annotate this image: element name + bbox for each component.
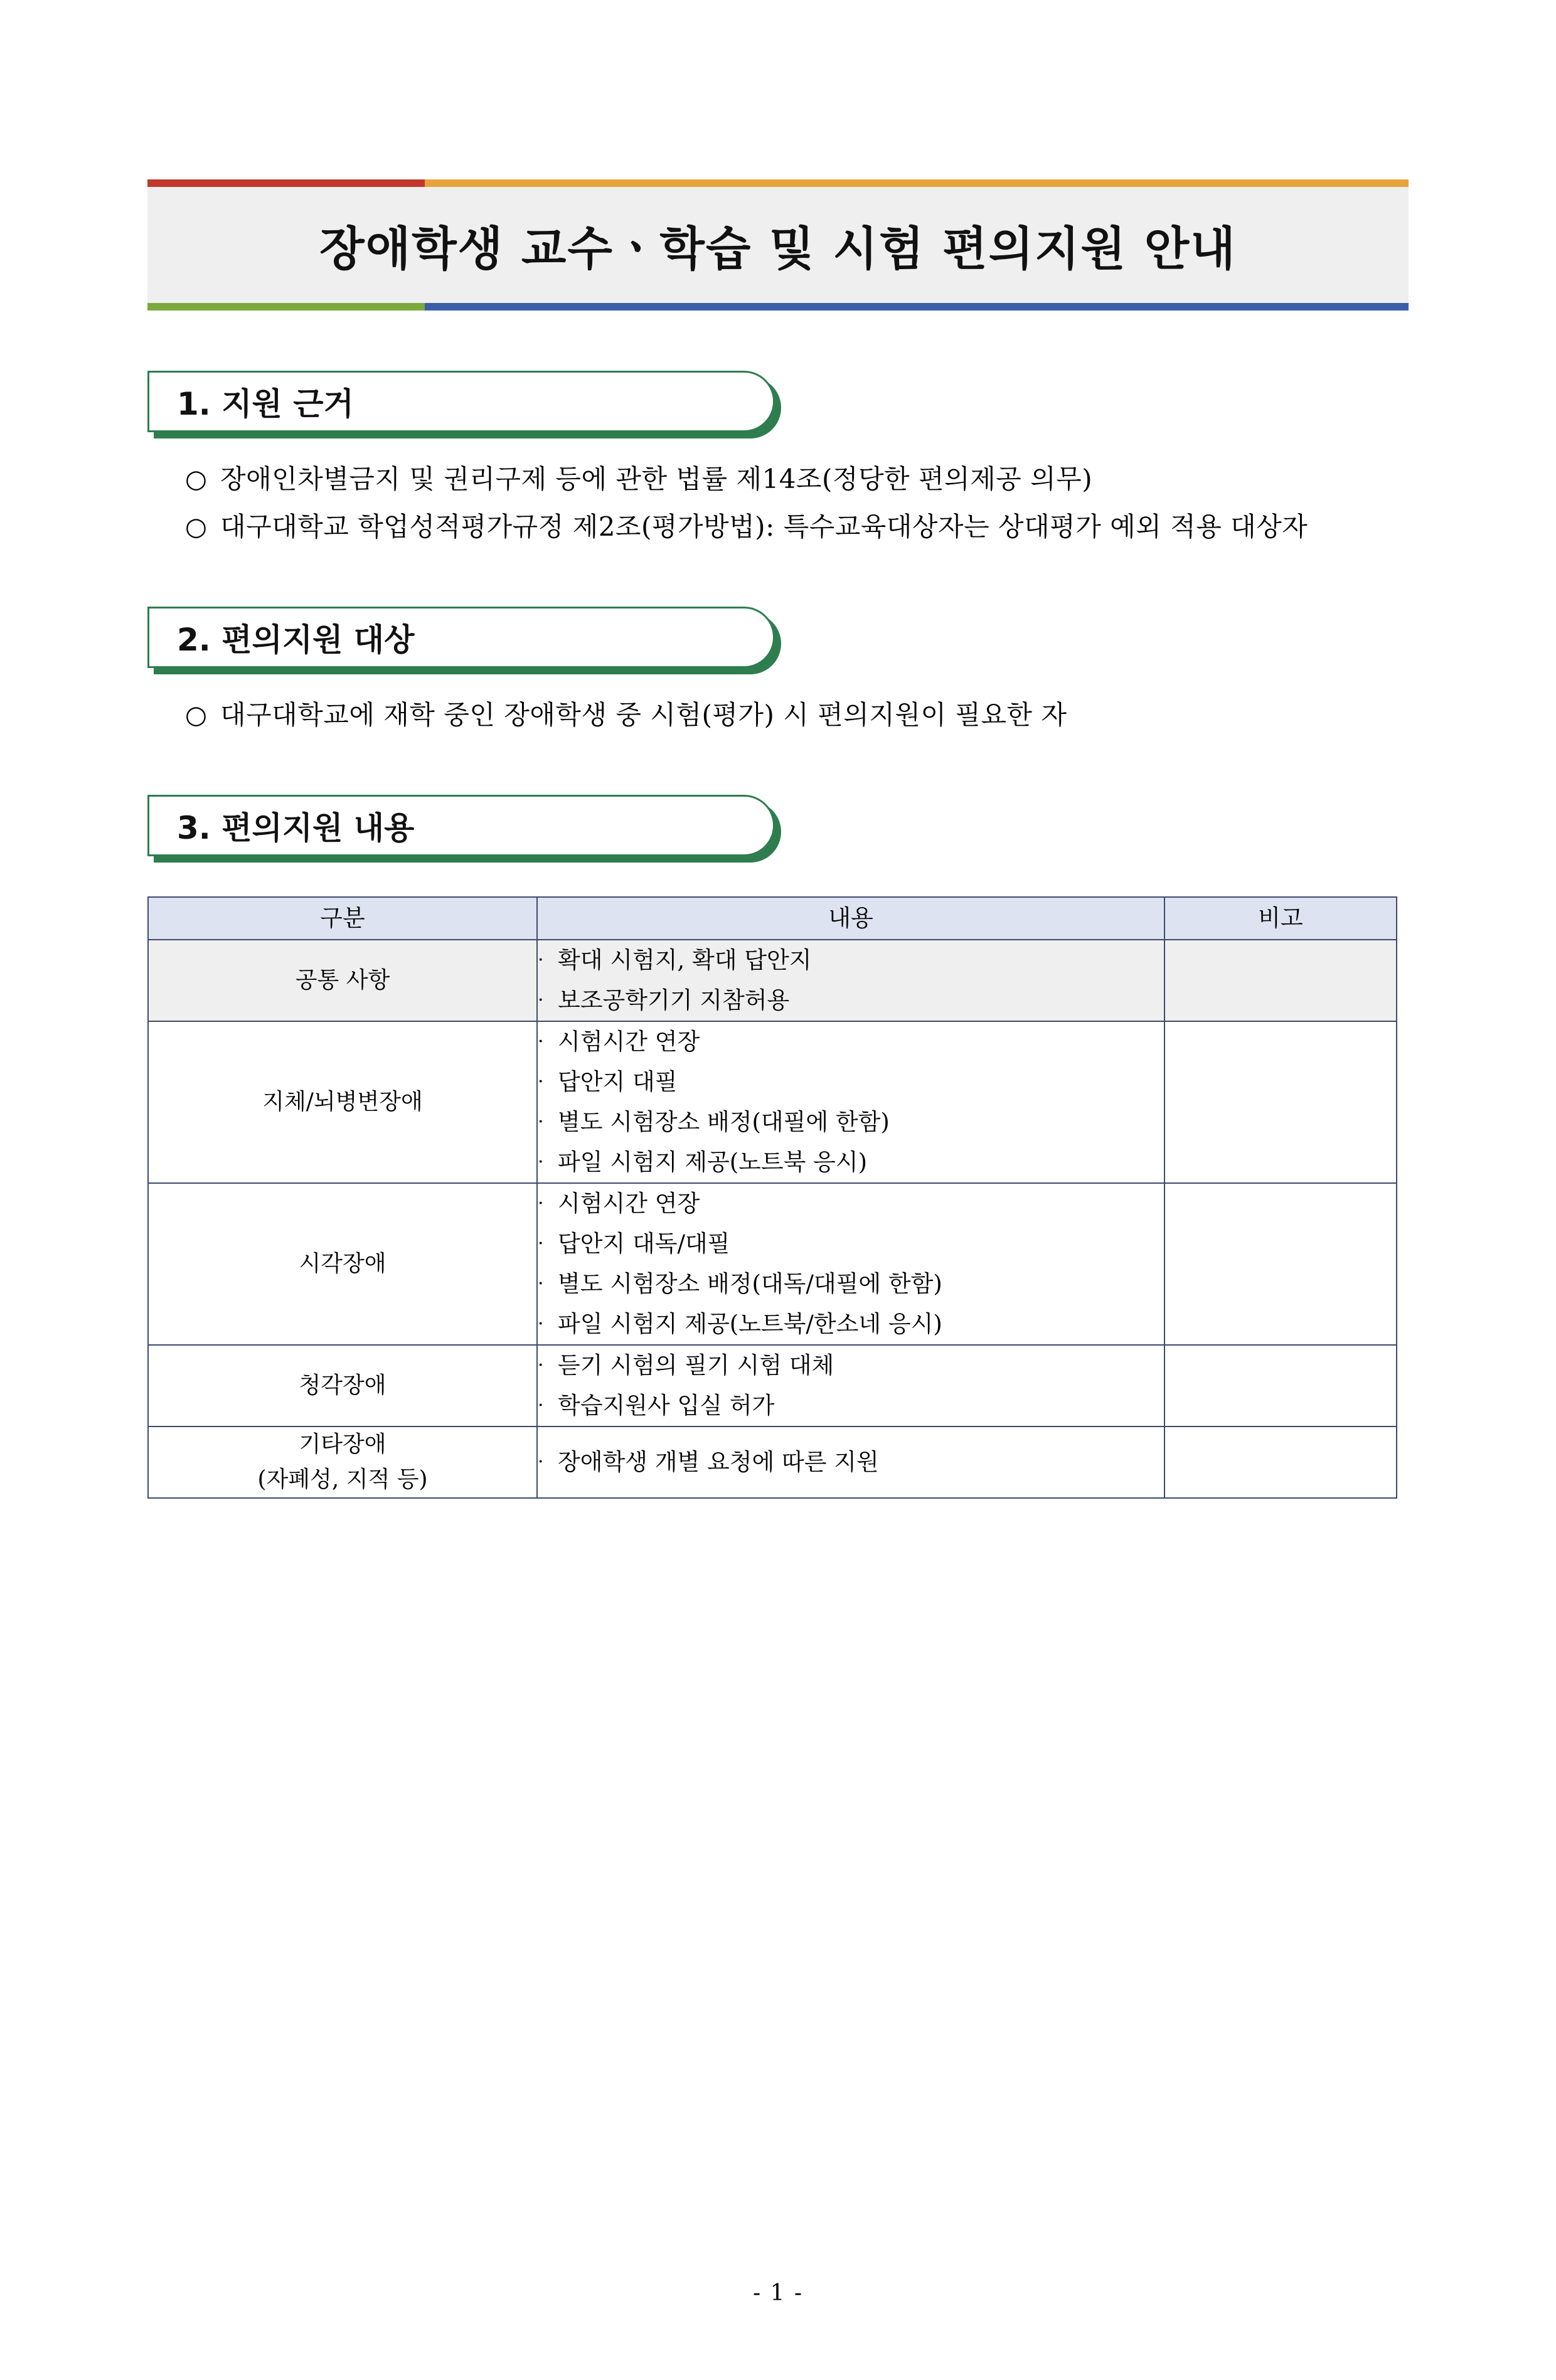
- support-content-table: [147, 896, 1397, 1499]
- content-item: [538, 1102, 1164, 1142]
- dot-icon: ·: [538, 1451, 544, 1473]
- dot-icon: ·: [538, 1354, 544, 1376]
- table-cell-remark: [1164, 1345, 1397, 1426]
- section-heading-3: [147, 795, 781, 863]
- bullet-circle-icon: ○: [185, 701, 207, 730]
- content-item: [538, 980, 1164, 1021]
- list-item-text: 장애인차별금지 및 권리구제 등에 관한 법률 제14조(정당한 편의제공 의무): [220, 464, 1093, 494]
- table-row: [148, 1426, 1397, 1498]
- section-heading-1-pill: [147, 371, 775, 432]
- dot-icon: ·: [538, 1395, 544, 1416]
- table-cell-category: 공통 사항: [148, 940, 537, 1021]
- section-support-content: [147, 795, 1409, 1499]
- table-cell-category: 청각장애: [148, 1345, 537, 1426]
- table-cell-category-line1: 기타장애: [299, 1432, 386, 1457]
- dot-icon: ·: [538, 989, 544, 1011]
- list-item-text: 대구대학교 학업성적평가규정 제2조(평가방법): 특수교육대상자는 상대평가 예외 적용 대상자: [220, 511, 1308, 542]
- table-cell-remark: [1164, 1183, 1397, 1345]
- title-banner: [147, 179, 1409, 311]
- section-heading-3-pill: [147, 795, 775, 856]
- table-cell-content: [537, 940, 1164, 1021]
- content-item: [538, 1264, 1164, 1304]
- content-item-text: 보조공학기기 지참허용: [558, 987, 790, 1014]
- dot-icon: ·: [538, 1273, 544, 1295]
- content-item: [538, 940, 1164, 980]
- table-cell-category-line2: (자폐성, 지적 등): [257, 1467, 428, 1492]
- content-item-text: 시험시간 연장: [558, 1190, 700, 1217]
- banner-bottom-segment-1: [147, 303, 425, 311]
- section-1-bullets: [147, 460, 1409, 546]
- dot-icon: ·: [538, 1193, 544, 1214]
- dot-icon: ·: [538, 1313, 544, 1335]
- table-cell-remark: [1164, 1021, 1397, 1183]
- table-cell-remark: [1164, 1426, 1397, 1498]
- section-heading-2: [147, 607, 781, 674]
- content-item: [538, 1062, 1164, 1102]
- content-item: [538, 1142, 1164, 1182]
- page-number: - 1 -: [752, 2280, 804, 2306]
- banner-top-segment-1: [147, 179, 425, 187]
- banner-bottom-rule: [147, 303, 1409, 311]
- content-item-text: 별도 시험장소 배정(대독/대필에 한함): [558, 1270, 942, 1297]
- table-cell-content: [537, 1021, 1164, 1183]
- dot-icon: ·: [538, 1031, 544, 1053]
- table-cell-content: [537, 1426, 1164, 1498]
- table-row: [148, 1183, 1397, 1345]
- content-item: [538, 1022, 1164, 1062]
- content-item: [538, 1346, 1164, 1386]
- content-item: [538, 1224, 1164, 1264]
- banner-top-segment-2: [425, 179, 1409, 187]
- content-item: [538, 1184, 1164, 1224]
- bullet-circle-icon: ○: [185, 513, 207, 541]
- table-cell-content: [537, 1183, 1164, 1345]
- page-title: 장애학생 교수ㆍ학습 및 시험 편의지원 안내: [319, 221, 1237, 276]
- section-support-target: [147, 607, 1409, 735]
- bullet-circle-icon: ○: [185, 465, 207, 494]
- dot-icon: ·: [538, 1071, 544, 1093]
- list-item-text: 대구대학교에 재학 중인 장애학생 중 시험(평가) 시 편의지원이 필요한 자: [220, 699, 1067, 730]
- content-item-text: 파일 시험지 제공(노트북/한소네 응시): [558, 1310, 942, 1337]
- section-heading-2-pill: [147, 607, 775, 668]
- dot-icon: ·: [538, 1151, 544, 1173]
- banner-top-rule: [147, 179, 1409, 187]
- title-box: [147, 187, 1409, 303]
- list-item: [185, 696, 1409, 735]
- content-item-text: 답안지 대독/대필: [558, 1230, 730, 1257]
- section-heading-2-label: 2. 편의지원 대상: [177, 622, 415, 658]
- content-item-text: 듣기 시험의 필기 시험 대체: [558, 1352, 834, 1379]
- section-heading-1: [147, 371, 781, 438]
- content-item-text: 시험시간 연장: [558, 1028, 700, 1055]
- section-2-bullets: [147, 696, 1409, 735]
- table-row: [148, 1345, 1397, 1426]
- section-heading-1-label: 1. 지원 근거: [177, 386, 354, 422]
- content-item-text: 학습지원사 입실 허가: [558, 1392, 775, 1419]
- dot-icon: ·: [538, 949, 544, 971]
- table-cell-category: 지체/뇌병변장애: [148, 1021, 537, 1183]
- content-item-text: 파일 시험지 제공(노트북 응시): [558, 1149, 868, 1176]
- dot-icon: ·: [538, 1111, 544, 1133]
- table-row: [148, 1021, 1397, 1183]
- table-cell-category: 시각장애: [148, 1183, 537, 1345]
- content-item-text: 확대 시험지, 확대 답안지: [558, 947, 812, 974]
- table-cell-content: [537, 1345, 1164, 1426]
- content-item: [538, 1442, 1164, 1482]
- table-header-remark: 비고: [1164, 897, 1397, 940]
- content-item-text: 답안지 대필: [558, 1068, 678, 1095]
- content-item-text: 별도 시험장소 배정(대필에 한함): [558, 1108, 890, 1135]
- content-item: [538, 1386, 1164, 1426]
- content-item: [538, 1304, 1164, 1344]
- list-item: [185, 460, 1409, 499]
- table-row: [148, 940, 1397, 1021]
- table-header-category: 구분: [148, 897, 537, 940]
- dot-icon: ·: [538, 1233, 544, 1255]
- content-item-text: 장애학생 개별 요청에 따른 지원: [558, 1448, 879, 1475]
- table-header-row: [148, 897, 1397, 940]
- document-page: [0, 179, 1556, 2380]
- section-heading-3-label: 3. 편의지원 내용: [177, 810, 415, 846]
- list-item: [185, 507, 1409, 546]
- section-support-basis: [147, 371, 1409, 546]
- table-cell-category: [148, 1426, 537, 1498]
- support-content-table-wrap: [147, 896, 1409, 1499]
- table-header-content: 내용: [537, 897, 1164, 940]
- banner-bottom-segment-2: [425, 303, 1409, 311]
- table-cell-remark: [1164, 940, 1397, 1021]
